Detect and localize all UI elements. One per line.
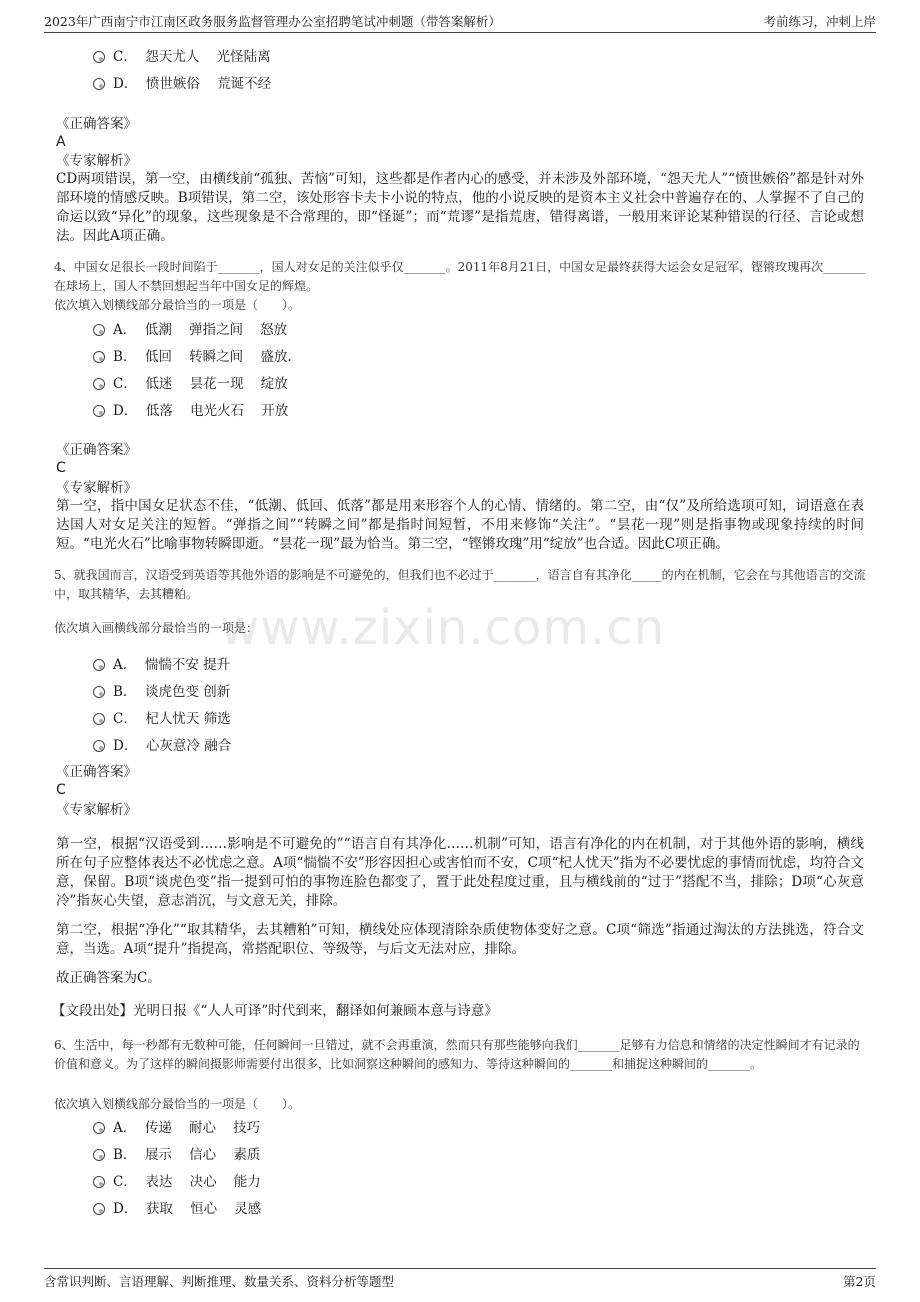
q5-option-c[interactable]: C． 杞人忧天 筛选 — [93, 707, 231, 727]
header-slogan: 考前练习，冲刺上岸 — [763, 14, 876, 29]
q4-instruction: 依次填入划横线部分最恰当的一项是（ ）。 — [54, 298, 301, 312]
q6-instruction: 依次填入划横线部分最恰当的一项是（ ）。 — [54, 1097, 301, 1111]
radio-icon[interactable] — [93, 1203, 105, 1215]
radio-icon[interactable] — [93, 1149, 105, 1161]
q5-analysis-label: 《专家解析》 — [56, 802, 137, 818]
q4-stem: 4、中国女足很长一段时间陷于_______，国人对女足的关注似乎仅_______。2011年8月21日，中国女足最终获得大运会女足冠军，铿锵玫瑰再次_______在球场上，国人不禁回想起当年中国女足的辉煌。 — [54, 260, 866, 293]
footer-divider — [44, 1268, 876, 1269]
page-number: 第2页 — [843, 1274, 876, 1289]
footer-topics: 含常识判断、言语理解、判断推理、数量关系、资料分析等题型 — [44, 1274, 395, 1289]
radio-icon[interactable] — [93, 659, 105, 671]
radio-icon[interactable] — [93, 1122, 105, 1134]
q5-instruction: 依次填入画横线部分最恰当的一项是： — [54, 621, 259, 635]
radio-icon[interactable] — [93, 1176, 105, 1188]
q4-analysis: 第一空，指中国女足状态不佳，“低潮、低回、低落”都是用来形容个人的心情、情绪的。第二空，由“仅”及所给选项可知，词语意在表达国人对女足关注的短暂。“弹指之间”“转瞬之间”都是指时间短暂，不用来修饰“关注”。“昙花一现”则是指事物或现象持续的时间短。“电光火石”比喻事物转瞬即逝。“昙花一现”最为恰当。第三空，“铿锵玫瑰”用“绽放”也合适。因此C项正确。 — [56, 498, 864, 552]
document-title: 2023年广西南宁市江南区政务服务监督管理办公室招聘笔试冲刺题（带答案解析） — [44, 14, 501, 29]
q3-answer: A — [56, 134, 66, 150]
radio-icon[interactable] — [93, 51, 105, 63]
radio-icon[interactable] — [93, 324, 105, 336]
q4-analysis-label: 《专家解析》 — [56, 480, 137, 496]
q6-option-d[interactable]: D． 获取 恒心 灵感 — [93, 1197, 261, 1217]
q3-option-d[interactable]: D． 愤世嫉俗 荒诞不经 — [93, 72, 271, 92]
q3-analysis: CD两项错误，第一空，由横线前“孤独、苦恼”可知，这些都是作者内心的感受，并未涉及外部环境，“怨天尤人”“愤世嫉俗”都是针对外部环境的情感反映。B项错误，第二空，该处形容卡夫卡小说的特点，他的小说反映的是资本主义社会中普遍存在的、人掌握不了自己的命运以致“异化”的现象，这些现象是不合常理的，即“怪诞”；而“荒谬”是指荒唐，错得离谱，一般用来评论某种错误的行径、言论或想法。因此A项正确。 — [56, 171, 864, 244]
q5-answer: C — [56, 782, 66, 798]
header-divider — [44, 32, 876, 33]
q5-option-a[interactable]: A． 惴惴不安 提升 — [93, 653, 230, 673]
radio-icon[interactable] — [93, 378, 105, 390]
q4-option-d[interactable]: D． 低落 电光火石 开放 — [93, 399, 288, 419]
radio-icon[interactable] — [93, 351, 105, 363]
q5-stem: 5、就我国而言，汉语受到英语等其他外语的影响是不可避免的，但我们也不必过于_______，语言自有其净化_____的内在机制，它会在与其他语言的交流中，取其精华，去其糟粕。 — [54, 568, 866, 601]
radio-icon[interactable] — [93, 405, 105, 417]
page-header — [44, 10, 876, 30]
q3-analysis-label: 《专家解析》 — [56, 153, 137, 169]
q3-option-c[interactable]: C． 怨天尤人 光怪陆离 — [93, 45, 271, 65]
q6-option-a[interactable]: A． 传递 耐心 技巧 — [93, 1116, 260, 1136]
q5-analysis-paragraph-2: 第二空，根据“净化”“取其精华，去其糟粕”可知，横线处应体现清除杂质使物体变好之意。C项“筛选”指通过淘汰的方法挑选，符合文意，当选。A项“提升”指提高，常搭配职位、等级等，与后文无法对应，排除。 — [56, 922, 864, 957]
radio-icon[interactable] — [93, 78, 105, 90]
radio-icon[interactable] — [93, 740, 105, 752]
q3-answer-label: 《正确答案》 — [56, 116, 137, 132]
q5-option-d[interactable]: D． 心灰意冷 融合 — [93, 734, 231, 754]
q6-option-b[interactable]: B． 展示 信心 素质 — [93, 1143, 260, 1163]
q5-conclusion: 故正确答案为C。 — [56, 970, 161, 986]
watermark: www.zixin.com.cn — [220, 600, 666, 656]
q5-answer-label: 《正确答案》 — [56, 764, 137, 780]
q6-stem: 6、生活中，每一秒都有无数种可能，任何瞬间一旦错过，就不会再重演，然而只有那些能够向我们_______足够有力信息和情绪的决定性瞬间才有记录的价值和意义。为了这样的瞬间摄影师需要付出很多，比如洞察这种瞬间的感知力、等待这种瞬间的_______和捕捉这种瞬间的_______。 — [54, 1038, 860, 1071]
q5-option-b[interactable]: B． 谈虎色变 创新 — [93, 680, 230, 700]
q6-option-c[interactable]: C． 表达 决心 能力 — [93, 1170, 261, 1190]
q5-analysis-paragraph-1: 第一空，根据“汉语受到……影响是不可避免的”“语言自有其净化……机制”可知，语言有净化的内在机制，对于其他外语的影响，横线所在句子应整体表达不必忧虑之意。A项“惴惴不安”形容因担心或害怕而不安，C项“杞人忧天”指为不必要忧虑的事情而忧虑，均符合文意，保留。B项“谈虎色变”指一提到可怕的事物连脸色都变了，置于此处程度过重，且与横线前的“过于”搭配不当，排除；D项“心灰意冷”指灰心失望，意志消沉，与文意无关，排除。 — [56, 836, 864, 909]
q5-source: 【文段出处】光明日报《“人人可译”时代到来，翻译如何兼顾本意与诗意》 — [52, 1003, 498, 1019]
q4-option-a[interactable]: A． 低潮 弹指之间 怒放 — [93, 318, 287, 338]
q4-answer-label: 《正确答案》 — [56, 442, 137, 458]
radio-icon[interactable] — [93, 713, 105, 725]
radio-icon[interactable] — [93, 686, 105, 698]
q4-option-c[interactable]: C． 低迷 昙花一现 绽放 — [93, 372, 288, 392]
q4-option-b[interactable]: B． 低回 转瞬之间 盛放. — [93, 345, 292, 365]
q4-answer: C — [56, 460, 66, 476]
